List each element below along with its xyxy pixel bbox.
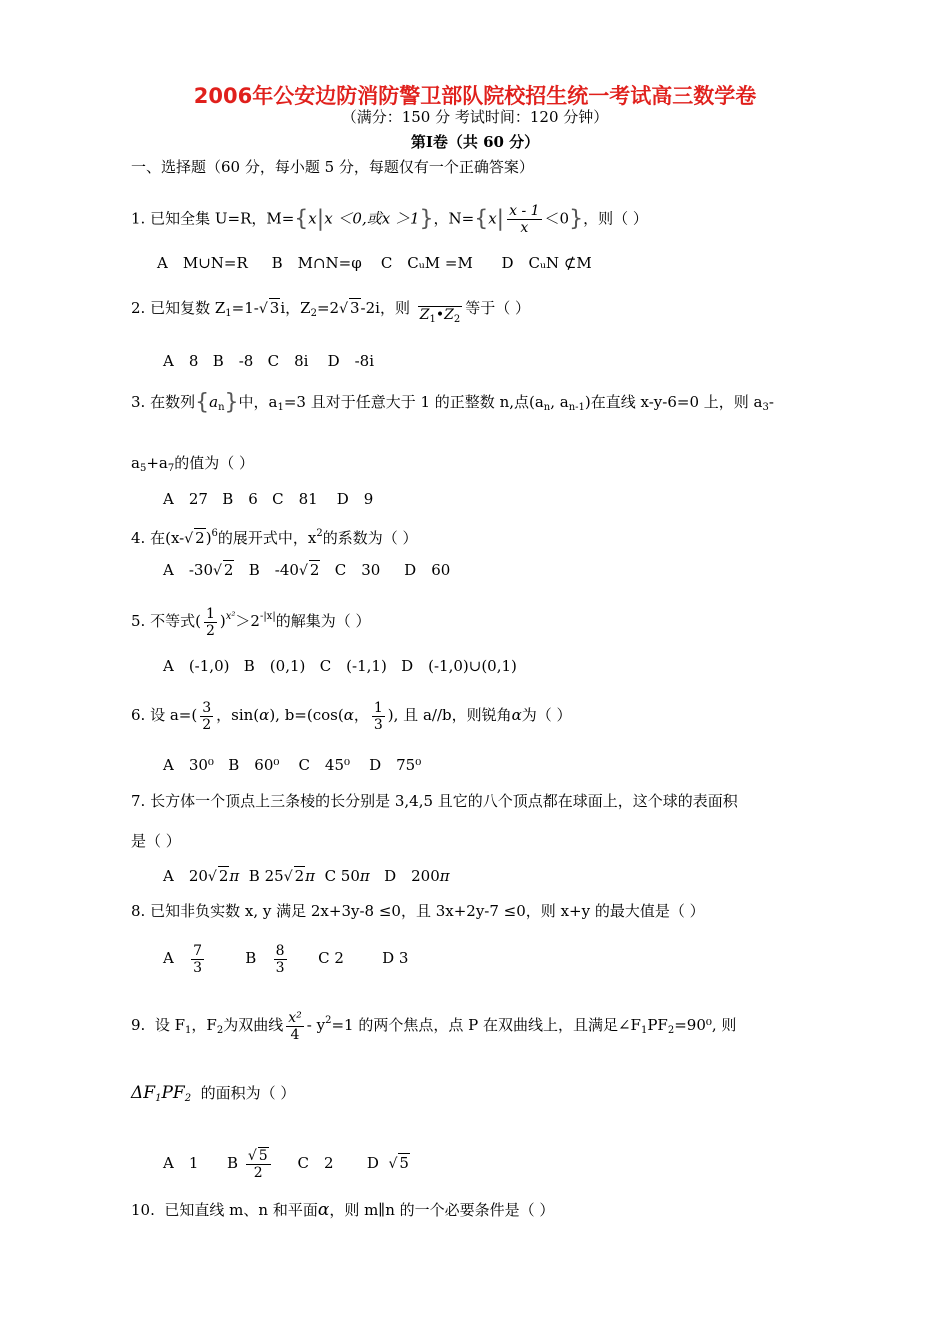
question-number: 6. <box>131 706 146 724</box>
option-b: B -40√ 2 <box>248 561 320 579</box>
fraction: $\frac{x - 1}{x}$ <box>509 203 540 236</box>
option-b: B (0,1) <box>243 657 306 675</box>
option-d: D CᵤN ⊄M <box>501 254 592 272</box>
option-b: B -8 <box>212 352 254 370</box>
question-number: 1. <box>131 209 146 228</box>
question-number: 4. <box>131 529 146 547</box>
option-d: D -8i <box>327 352 374 370</box>
question-9-line-2: $\Delta F_1PF_2$ 的面积为（ ） <box>131 1083 296 1104</box>
question-4: 4. 在(x-√ 2)$^6$的展开式中，$x^2$的系数为（ ） <box>131 528 418 547</box>
fraction: $\frac{3}{2}$ <box>202 699 212 733</box>
options-9 <box>163 1143 410 1184</box>
options-3 <box>163 489 373 509</box>
options-2 <box>163 351 374 371</box>
option-a: A 27 <box>163 490 208 508</box>
option-c: C 45⁰ <box>298 756 351 774</box>
question-number: 9. <box>131 1016 146 1034</box>
option-a: A 1 <box>163 1154 199 1172</box>
option-c: C 2 <box>318 949 344 967</box>
question-number: 8. <box>131 902 146 920</box>
fraction: $\frac{1}{2}$ <box>205 605 215 639</box>
option-d: D 75⁰ <box>369 756 422 774</box>
option-a: A 30⁰ <box>163 756 214 774</box>
option-b: B 60⁰ <box>228 756 280 774</box>
option-b: B $\frac{√ 5}{2}$ <box>227 1154 274 1172</box>
exam-subtitle: （满分：150 分 考试时间：120 分钟） <box>341 108 609 126</box>
option-a: A M∪N=R <box>157 254 248 272</box>
option-b: B 6 <box>222 490 258 508</box>
question-8: 8. 已知非负实数 x, y 满足 2x+3y-8 ≤0，且 3x+2y-7 ≤0，则 x+y 的最大值是（ ） <box>131 902 705 920</box>
option-a: A $\frac{7}{3}$ <box>163 942 203 976</box>
question-6: 6. 设 a=( $\frac{3}{2}$ ，sin(α), b=(cos(α， $\frac{1}{3}$ ), 且 a//b，则锐角α为（ ） <box>131 699 572 733</box>
question-number: 5. <box>131 612 146 630</box>
option-d: D 3 <box>382 949 409 967</box>
question-7: 7. 长方体一个顶点上三条棱的长分别是 3,4,5 且它的八个顶点都在球面上，这个球的表面积 <box>131 792 738 810</box>
options-4 <box>163 560 450 581</box>
question-9: 9. 设 $F_1$，$F_2$为双曲线 $\frac{\text{x²}}{4}$ - $y^2=1$ 的两个焦点，点 P 在双曲线上，且满足$\angle F_1PF_2=90^0$, 则 <box>131 1009 737 1043</box>
question-3-line-2: $a_5+a_7$的值为（ ） <box>131 454 254 474</box>
options-6 <box>163 755 421 775</box>
question-2: 2. 已知复数 $Z_1=1-√$ 3i，$Z_2=2√$ 3-2i，则 $\overline{Z}_1•\overline{Z}_2$ 等于（ ） <box>131 290 530 328</box>
fraction: $\frac{1}{3}$ <box>373 699 383 733</box>
option-b: B M∩N=φ <box>271 254 362 272</box>
option-d: D √ 5 <box>366 1154 409 1172</box>
options-8 <box>163 940 408 976</box>
fraction: $\overline{Z}_1•\overline{Z}_2$ <box>418 290 462 328</box>
option-d: D 9 <box>336 490 374 508</box>
option-d: D 200π <box>384 867 450 885</box>
part-intro: 一、选择题（60 分，每小题 5 分，每题仅有一个正确答案） <box>131 158 534 176</box>
options-5 <box>163 656 517 676</box>
option-c: C 30 <box>334 561 381 579</box>
option-b: B $\frac{8}{3}$ <box>245 942 285 976</box>
option-c: C 81 <box>272 490 318 508</box>
options-7 <box>163 866 450 887</box>
question-3: 3. 在数列$\{a_n\}$中，$a_1=3$ 且对于任意大于 1 的正整数 n,点($a_n$, $a_{n-1}$)在直线 x-y-6=0 上，则 $a_3-$ <box>131 390 774 415</box>
option-a: A 8 <box>163 352 199 370</box>
section-heading: 第Ⅰ卷（共 60 分） <box>410 133 540 151</box>
option-c: C CᵤM =M <box>380 254 473 272</box>
option-c: C 2 <box>297 1154 334 1172</box>
option-d: D (-1,0)∪(0,1) <box>401 657 517 675</box>
exam-title: 2006年公安边防消防警卫部队院校招生统一考试高三数学卷 <box>193 84 757 108</box>
option-b: B 25√ 2π <box>248 867 316 885</box>
option-c: C 50π <box>324 867 370 885</box>
option-d: D 60 <box>404 561 451 579</box>
question-number: 10. <box>131 1201 155 1219</box>
option-c: C (-1,1) <box>319 657 387 675</box>
question-5: 5. 不等式( $\frac{1}{2}$ )$^{x^2}>2^{-|x|}$的解集为（ ） <box>131 605 371 639</box>
option-c: C 8i <box>267 352 309 370</box>
question-number: 7. <box>131 792 146 810</box>
option-a: A 20√ 2π <box>163 867 240 885</box>
question-1: 1. 已知全集 U=R，M={x|x ＜0,或x ＞1}，N={x| $\frac{x - 1}{x}$ ＜0}，则（ ） <box>131 203 648 236</box>
fraction: $\frac{\text{x²}}{4}$ <box>288 1009 302 1043</box>
question-10: 10. 已知直线 m、n 和平面α，则 m∥n 的一个必要条件是（ ） <box>131 1200 555 1220</box>
option-a: A -30√ 2 <box>163 561 234 579</box>
option-a: A (-1,0) <box>163 657 230 675</box>
question-7-line-2: 是（ ） <box>131 832 181 850</box>
options-1 <box>157 253 592 273</box>
question-number: 3. <box>131 393 146 411</box>
question-number: 2. <box>131 299 146 317</box>
